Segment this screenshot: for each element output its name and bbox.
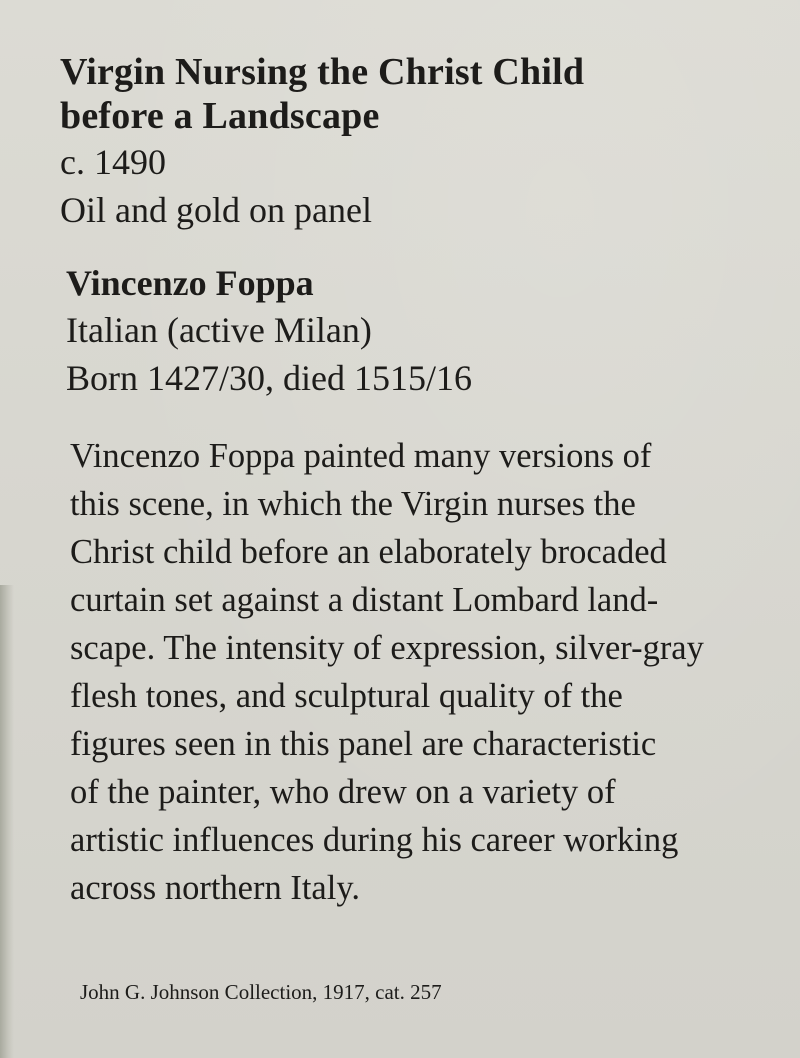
credit-line: John G. Johnson Collection, 1917, cat. 257: [80, 980, 442, 1004]
description-line: curtain set against a distant Lombard land-: [70, 581, 659, 619]
description-line: flesh tones, and sculptural quality of the: [70, 677, 623, 715]
description-line: across northern Italy.: [70, 869, 360, 907]
artist-name: Vincenzo Foppa: [66, 263, 314, 303]
artwork-title-line-2: before a Landscape: [60, 95, 380, 137]
description-line: Christ child before an elaborately brocaded: [70, 533, 667, 571]
artist-nationality: Italian (active Milan): [66, 310, 372, 350]
artwork-title-line-1: Virgin Nursing the Christ Child: [60, 51, 585, 93]
artist-dates: Born 1427/30, died 1515/16: [66, 358, 472, 398]
artwork-description: [70, 432, 750, 912]
label-content: [60, 50, 760, 912]
description-line: scape. The intensity of expression, silver-gray: [70, 629, 704, 667]
artwork-medium: Oil and gold on panel: [60, 190, 372, 230]
description-line: this scene, in which the Virgin nurses the: [70, 485, 636, 523]
artwork-date: c. 1490: [60, 142, 166, 182]
description-line: artistic influences during his career working: [70, 821, 679, 859]
description-line: figures seen in this panel are characteristic: [70, 725, 657, 763]
description-line: Vincenzo Foppa painted many versions of: [70, 437, 652, 475]
wall-edge-shadow: [0, 585, 14, 1058]
description-line: of the painter, who drew on a variety of: [70, 773, 616, 811]
